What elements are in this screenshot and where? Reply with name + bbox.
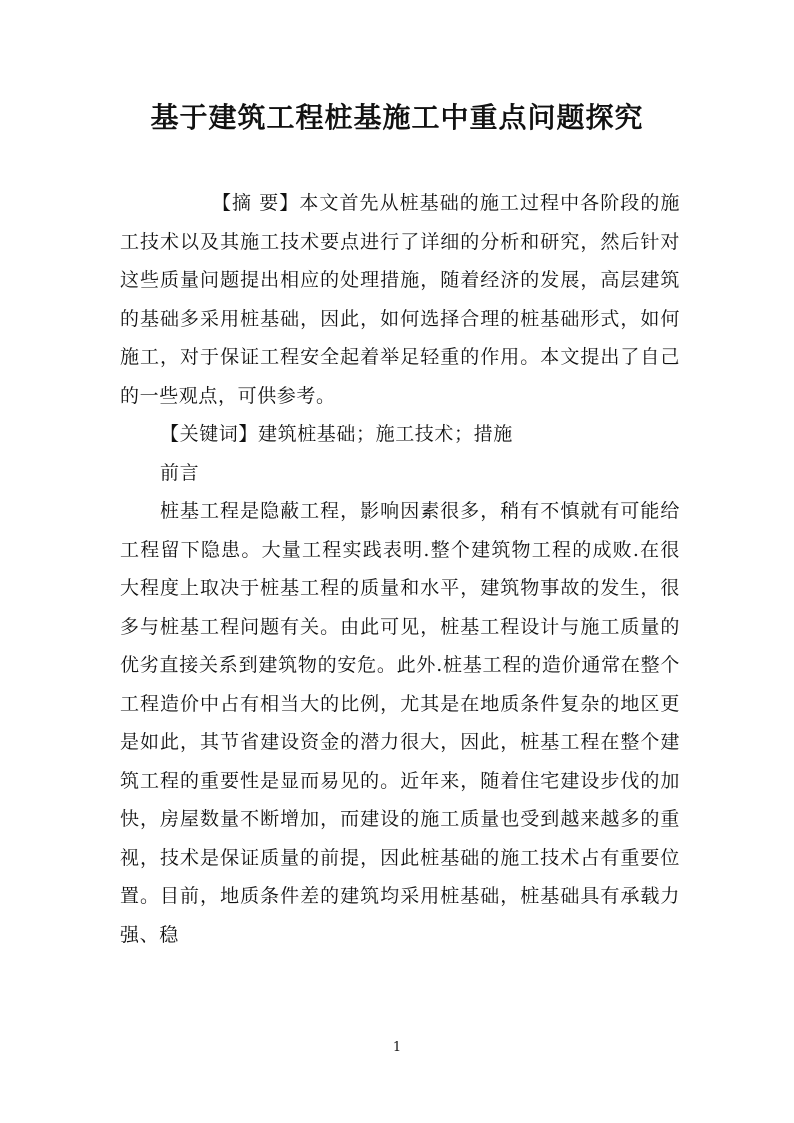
document-title: 基于建筑工程桩基施工中重点问题探究 bbox=[150, 101, 644, 134]
abstract-paragraph: 【摘 要】本文首先从桩基础的施工过程中各阶段的施工技术以及其施工技术要点进行了详细的分析和研究，然后针对这些质量问题提出相应的处理措施，随着经济的发展，高层建筑的基础多采用桩基础，因此，如何选择合理的桩基础形式，如何施工，对于保证工程安全起着举足轻重的作用。本文提出了自己的一些观点，可供参考。 bbox=[120, 192, 680, 407]
body-paragraph: 桩基工程是隐蔽工程，影响因素很多，稍有不慎就有可能给工程留下隐患。大量工程实践表明.整个建筑物工程的成败.在很大程度上取决于桩基工程的质量和水平，建筑物事故的发生，很多与桩基工程问题有关。由此可见，桩基工程设计与施工质量的优劣直接关系到建筑物的安危。此外.桩基工程的造价通常在整个工程造价中占有相当大的比例，尤其是在地质条件复杂的地区更是如此，其节省建设资金的潜力很大，因此，桩基工程在整个建筑工程的重要性是显而易见的。近年来，随着住宅建设步伐的加快，房屋数量不断增加，而建设的施工质量也受到越来越多的重视，技术是保证质量的前提，因此桩基础的施工技术占有重要位置。目前，地质条件差的建筑均采用桩基础，桩基础具有承载力强、稳 bbox=[120, 500, 680, 946]
section-heading: 前言 bbox=[160, 461, 200, 484]
keywords-paragraph: 【关键词】建筑桩基础；施工技术；措施 bbox=[160, 423, 513, 445]
document-body bbox=[120, 184, 680, 954]
page-number: 1 bbox=[392, 1040, 402, 1055]
